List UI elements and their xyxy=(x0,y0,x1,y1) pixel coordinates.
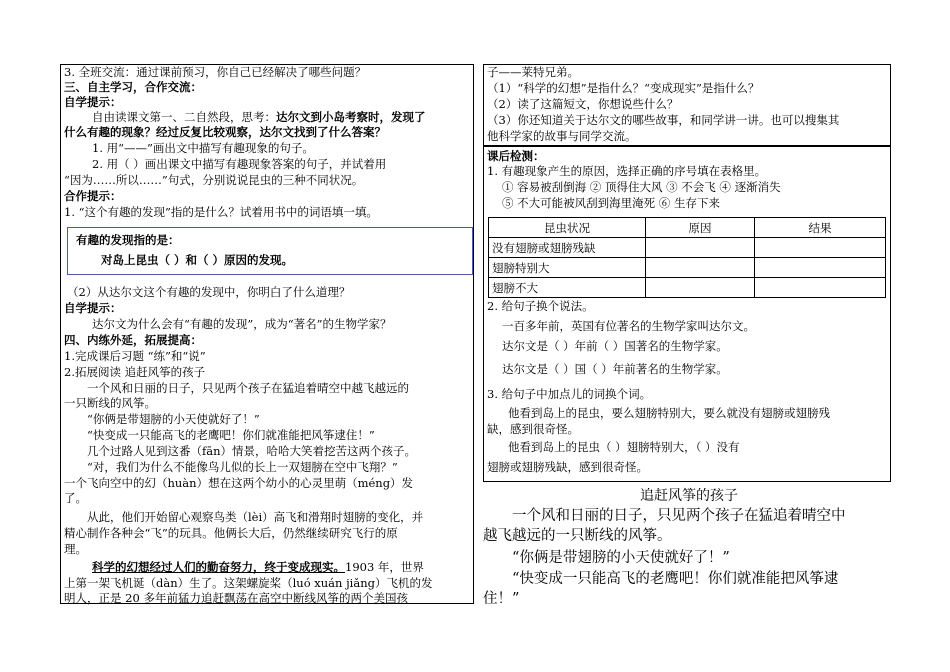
section-heading-3: 三、自主学习，合作交流： xyxy=(64,80,202,94)
replace-word-blanks-cont: 翅膀或翅膀残缺，感到很奇怪。 xyxy=(487,460,648,474)
table-row xyxy=(489,258,886,278)
test-question-2: 2. 给句子换个说法。 xyxy=(487,299,594,313)
cooperation-question-1: 1. “这个有趣的发现”指的是什么？试着用书中的词语填一填。 xyxy=(64,205,378,219)
story-paragraph-2: “你俩是带翅膀的小天使就好了！” xyxy=(87,412,260,426)
left-column xyxy=(60,64,474,604)
story-paragraph-7-cont: 上第一架飞机诞（dàn）生了。这架螺旋桨（luó xuán jiǎng）飞机的发 xyxy=(64,576,433,590)
story-paragraph-6-end: 理。 xyxy=(64,542,87,556)
story-paragraph-1: 一个风和日丽的日子，只见两个孩子在猛追着晴空中越飞越远的 xyxy=(87,381,409,395)
right-top-section xyxy=(483,64,891,146)
test-question-3: 3. 给句子中加点儿的词换个词。 xyxy=(487,387,652,401)
table-cell-reason[interactable] xyxy=(646,238,755,258)
year-text: 1903 年，世界 xyxy=(345,560,424,574)
tip-text: 自由读课文第一、二自然段，思考： xyxy=(92,110,276,124)
question-3-cont: 他科学家的故事与同学交流。 xyxy=(487,129,637,143)
exercise-2: 2.拓展阅读 追赶风筝的孩子 xyxy=(64,365,206,379)
story-line-1-cont: 越飞越远的一只断线的风筝。 xyxy=(483,528,672,544)
fill-in-box xyxy=(67,227,473,275)
story-paragraph-5-cont: 一个飞向空中的幻（huàn）想在这两个幼小的心灵里萌（méng）发 xyxy=(64,476,414,490)
fill-in-box-label: 有趣的发现指的是： xyxy=(76,233,180,247)
table-header-reason: 原因 xyxy=(646,218,755,238)
rephrase-original: 一百多年前，英国有位著名的生物学家叫达尔文。 xyxy=(502,319,755,333)
rephrase-blank-1[interactable]: 达尔文是（ ）年前（ ）国著名的生物学家。 xyxy=(502,339,728,353)
story-title: 追赶风筝的孩子 xyxy=(640,488,738,504)
table-cell-reason[interactable] xyxy=(646,258,755,278)
story-line-3-cont: 住！” xyxy=(483,591,520,607)
replace-word-original: 他看到岛上的昆虫，要么翅膀特别大，要么就没有翅膀或翅膀残 xyxy=(508,406,830,420)
key-sentence: 科学的幻想经过人们的勤奋努力，终于变成现实。 xyxy=(92,560,345,574)
replace-word-blanks[interactable]: 他看到岛上的昆虫（ ）翅膀特别大，（ ）没有 xyxy=(508,440,740,454)
table-cell-reason[interactable] xyxy=(646,278,755,298)
task-2: 2. 用（ ）画出课文中描写有趣现象答案的句子，并试着用 xyxy=(92,157,387,171)
post-class-test xyxy=(483,146,891,482)
question-2: （2）读了这篇短文，你想说些什么？ xyxy=(487,97,679,111)
story-paragraph-3: “快变成一只能高飞的老鹰吧！你们就准能把风筝逮住！” xyxy=(87,428,375,442)
table-cell-result[interactable] xyxy=(755,238,886,258)
story-paragraph-4: 几个过路人见到这番（fān）情景，哈哈大笑着挖苦这两个孩子。 xyxy=(87,444,417,458)
table-row xyxy=(489,238,886,258)
insect-table xyxy=(488,217,886,298)
story-ending: 子——莱特兄弟。 xyxy=(487,65,579,79)
table-header-result: 结果 xyxy=(755,218,886,238)
self-study-tip-heading: 自学提示： xyxy=(64,95,122,109)
story-paragraph-5-end: 了。 xyxy=(64,491,87,505)
task-1: 1. 用“——”画出文中描写有趣现象的句子。 xyxy=(92,141,314,155)
self-study-tip-heading-2: 自学提示： xyxy=(64,301,122,315)
self-study-tip-2: 达尔文为什么会有“有趣的发现”，成为“著名”的生物学家？ xyxy=(92,317,392,331)
post-class-test-heading: 课后检测： xyxy=(487,149,545,163)
section-heading-4: 四、内练外延，拓展提高： xyxy=(64,333,202,347)
question-1: （1）“科学的幻想”是指什么？“变成现实”是指什么？ xyxy=(487,81,760,95)
table-header-row xyxy=(489,218,886,238)
cooperation-tip-heading: 合作提示： xyxy=(64,189,122,203)
table-cell-result[interactable] xyxy=(755,278,886,298)
exercise-1: 1.完成课后习题 “练”和“说” xyxy=(64,349,206,363)
story-line-3: “快变成一只能高飞的老鹰吧！你们就准能把风筝逮 xyxy=(512,571,839,587)
tip-question-cont: 什么有趣的现象？经过反复比较观察，达尔文找到了什么答案？ xyxy=(64,125,386,139)
story-paragraph-7 xyxy=(92,560,470,575)
line-class-discussion: 3. 全班交流：通过课前预习，你自己已经解决了哪些问题？ xyxy=(64,65,367,79)
table-cell-status: 翅膀特别大 xyxy=(489,258,646,278)
story-paragraph-7-end: 明人，正是 20 多年前猛力追赶飘荡在高空中断线风筝的两个美国孩 xyxy=(64,591,408,605)
task-2-cont: “因为……所以……”句式，分别说说昆虫的三种不同状况。 xyxy=(64,173,364,187)
options-row-1: ① 容易被刮倒海 ② 顶得住大风 ③ 不会飞 ④ 逐渐消失 xyxy=(502,180,781,194)
table-cell-result[interactable] xyxy=(755,258,886,278)
self-study-tip-line xyxy=(92,110,470,125)
table-cell-status: 没有翅膀或翅膀残缺 xyxy=(489,238,646,258)
story-line-1: 一个风和日丽的日子，只见两个孩子在猛追着晴空中 xyxy=(512,508,846,524)
cooperation-question-2: （2）从达尔文这个有趣的发现中，你明白了什么道理？ xyxy=(67,285,351,299)
table-header-status: 昆虫状况 xyxy=(489,218,646,238)
question-3: （3）你还知道关于达尔文的哪些故事，和同学讲一讲。也可以搜集其 xyxy=(487,113,840,127)
rephrase-blank-2[interactable]: 达尔文是（ ）国（ ）年前著名的生物学家。 xyxy=(502,362,728,376)
story-paragraph-5: “对，我们为什么不能像鸟儿似的长上一双翅膀在空中飞翔？” xyxy=(87,460,398,474)
story-paragraph-6-cont: 精心制作各种会“飞”的玩具。他俩长大后，仍然继续研究飞行的原 xyxy=(64,526,398,540)
tip-question: 达尔文到小岛考察时，发现了 xyxy=(276,110,426,124)
story-paragraph-6: 从此，他们开始留心观察鸟类（lèi）高飞和滑翔时翅膀的变化，并 xyxy=(87,510,424,524)
fill-in-box-blanks[interactable]: 对岛上昆虫（ ）和（ ）原因的发现。 xyxy=(101,253,294,267)
test-question-1: 1. 有趣现象产生的原因，选择正确的序号填在表格里。 xyxy=(487,164,767,178)
replace-word-original-cont: 缺，感到很奇怪。 xyxy=(487,422,579,436)
table-row xyxy=(489,278,886,298)
table-cell-status: 翅膀不大 xyxy=(489,278,646,298)
story-line-2: “你俩是带翅膀的小天使就好了！” xyxy=(512,550,730,566)
options-row-2: ⑤ 不大可能被风刮到海里淹死 ⑥ 生存下来 xyxy=(502,196,720,210)
story-paragraph-1-cont: 一只断线的风筝。 xyxy=(64,396,156,410)
